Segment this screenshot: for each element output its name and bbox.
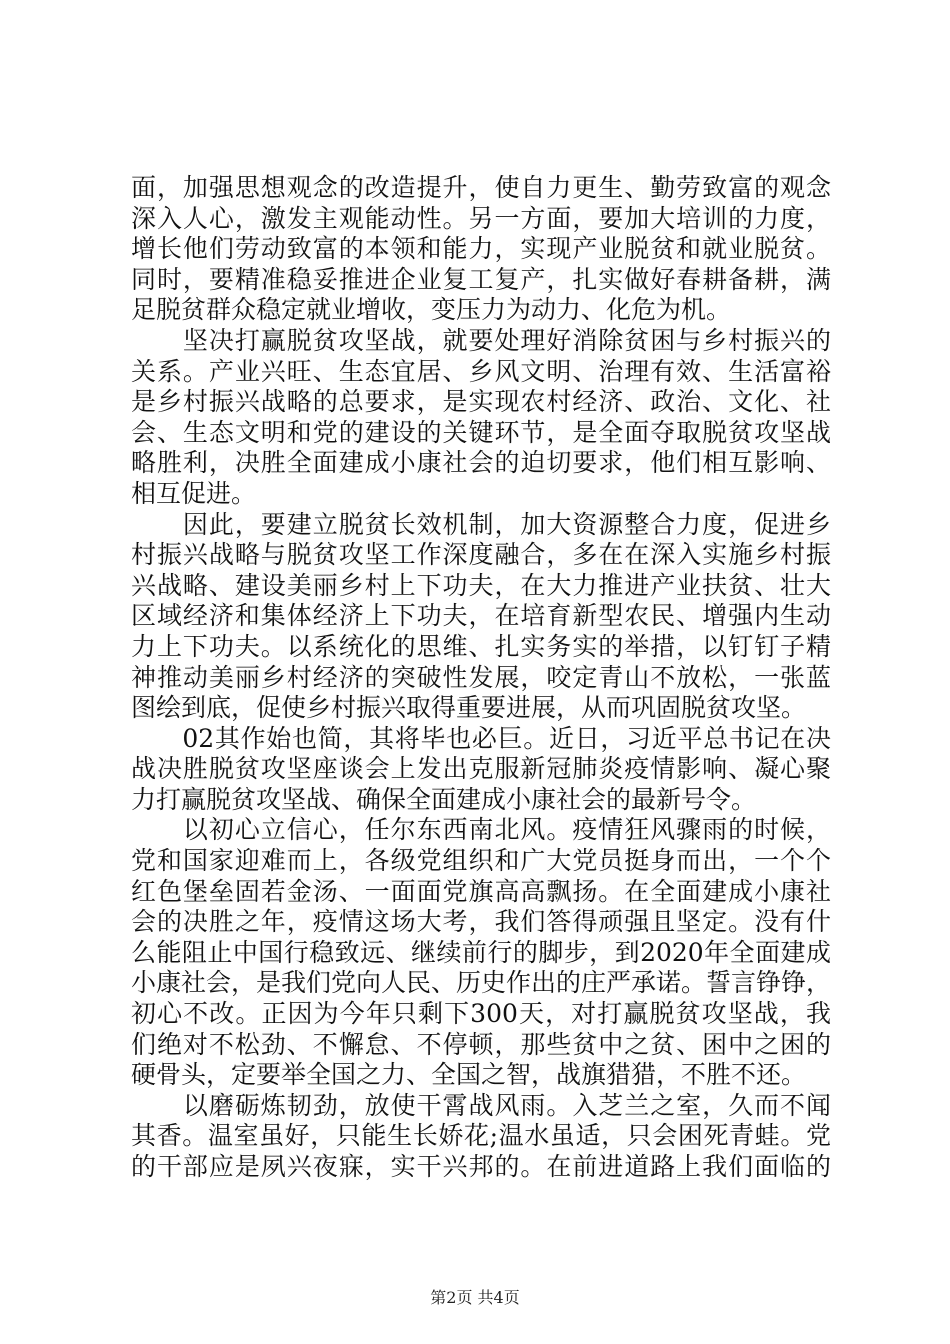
text-line: 增长他们劳动致富的本领和能力，实现产业脱贫和就业脱贫。 [131, 234, 831, 264]
text-line: 初心不改。正因为今年只剩下300天，对打赢脱贫攻坚战，我 [131, 999, 831, 1029]
text-line: 关系。产业兴旺、生态宜居、乡风文明、治理有效、生活富裕 [131, 356, 831, 386]
text-line: 相互促进。 [131, 478, 257, 508]
text-line: 会的决胜之年，疫情这场大考，我们答得顽强且坚定。没有什 [131, 907, 831, 937]
text-line: 以磨砺炼韧劲，放使干霄战风雨。入芝兰之室，久而不闻 [131, 1090, 831, 1120]
text-line: 红色堡垒固若金汤、一面面党旗高高飘扬。在全面建成小康社 [131, 876, 831, 906]
text-line: 是乡村振兴战略的总要求，是实现农村经济、政治、文化、社 [131, 387, 831, 417]
text-line: 们绝对不松劲、不懈怠、不停顿，那些贫中之贫、困中之困的 [131, 1029, 831, 1059]
text-line: 兴战略、建设美丽乡村上下功夫，在大力推进产业扶贫、壮大 [131, 570, 831, 600]
text-line: 面，加强思想观念的改造提升，使自力更生、勤劳致富的观念 [131, 173, 831, 202]
text-line: 力上下功夫。以系统化的思维、扎实务实的举措，以钉钉子精 [131, 631, 831, 661]
text-line: 其香。温室虽好，只能生长娇花;温水虽适，只会困死青蛙。党 [131, 1121, 831, 1151]
text-line: 略胜利，决胜全面建成小康社会的迫切要求，他们相互影响、 [131, 448, 831, 478]
text-line: 村振兴战略与脱贫攻坚工作深度融合，多在在深入实施乡村振 [131, 540, 831, 570]
text-line: 小康社会，是我们党向人民、历史作出的庄严承诺。誓言铮铮， [131, 968, 832, 998]
document-body [131, 173, 831, 1183]
text-line: 的干部应是夙兴夜寐，实干兴邦的。在前进道路上我们面临的 [131, 1152, 831, 1181]
text-line: 么能阻止中国行稳致远、继续前行的脚步，到2020年全面建成 [131, 937, 831, 967]
text-line: 以初心立信心，任尔东西南北风。疫情狂风骤雨的时候， [131, 815, 831, 845]
text-line: 区域经济和集体经济上下功夫，在培育新型农民、增强内生动 [131, 601, 831, 631]
text-line: 力打赢脱贫攻坚战、确保全面建成小康社会的最新号令。 [131, 784, 757, 814]
text-line: 党和国家迎难而上，各级党组织和广大党员挺身而出，一个个 [131, 846, 831, 876]
text-line: 硬骨头，定要举全国之力、全国之智，战旗猎猎，不胜不还。 [131, 1060, 807, 1090]
text-line: 深入人心，激发主观能动性。另一方面，要加大培训的力度， [131, 203, 831, 233]
text-line: 战决胜脱贫攻坚座谈会上发出克服新冠肺炎疫情影响、凝心聚 [131, 754, 831, 784]
text-line: 足脱贫群众稳定就业增收，变压力为动力、化危为机。 [131, 295, 732, 325]
page-number-label: 第2页 共4页 [430, 1288, 520, 1307]
text-line: 图绘到底，促使乡村振兴取得重要进展，从而巩固脱贫攻坚。 [131, 693, 807, 723]
text-line: 坚决打赢脱贫攻坚战，就要处理好消除贫困与乡村振兴的 [131, 325, 831, 355]
text-line: 02其作始也简，其将毕也必巨。近日，习近平总书记在决 [131, 723, 831, 753]
text-line: 因此，要建立脱贫长效机制，加大资源整合力度，促进乡 [131, 509, 831, 539]
text-line: 神推动美丽乡村经济的突破性发展，咬定青山不放松，一张蓝 [131, 662, 831, 692]
text-line: 同时，要精准稳妥推进企业复工复产，扎实做好春耕备耕，满 [131, 264, 831, 294]
text-line: 会、生态文明和党的建设的关键环节，是全面夺取脱贫攻坚战 [131, 417, 831, 447]
page-footer [0, 1285, 950, 1308]
